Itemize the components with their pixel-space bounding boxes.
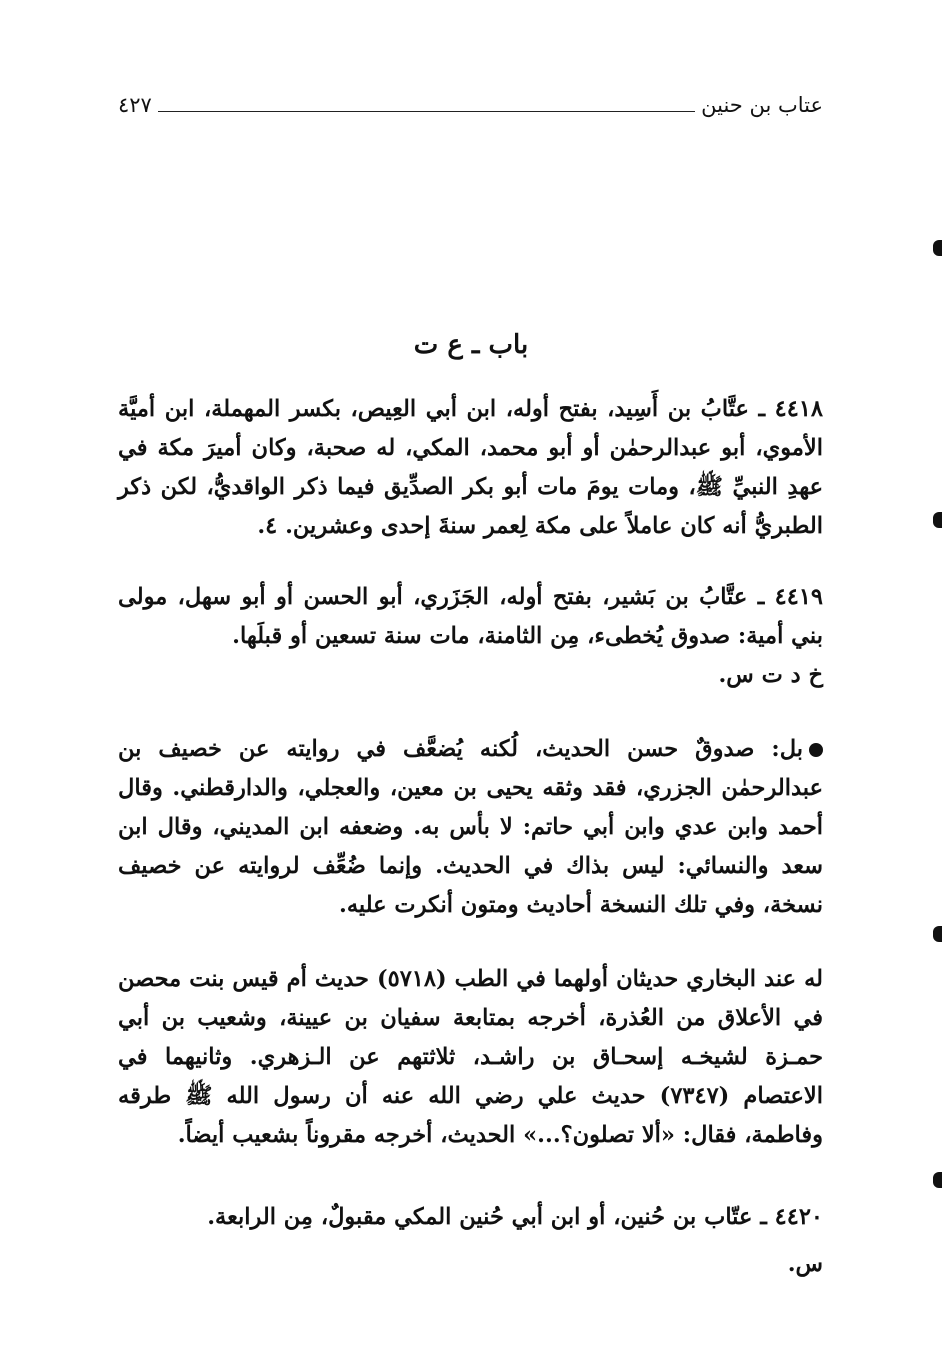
entry-text: ٤٤٢٠ ـ عتّاب بن حُنين، أو ابن أبي حُنين المكي مقبولٌ، مِن الرابعة. [207, 1204, 823, 1230]
entry-grading: س. [787, 1251, 823, 1277]
chapter-heading: باب ـ ع ت [413, 330, 529, 360]
note-text: بل: صدوقٌ حسن الحديث، لُكنه يُضعَّف في روايته عن خصيف بن عبدالرحمٰن الجزري، فقد وثقه يحيى بن معين، والعجلي، والدارقطني. وقال أحمد وابن عدي وابن أبي حاتم: لا بأس به. وضعفه ابن المديني، وقال ابن سعد والنسائي: ليس بذاك في الحديث. وإنما ضُعِّف لروايته عن خصيف نسخة، وفي تلك النسخة أحاديث ومتون أنكرت عليه. [118, 736, 823, 918]
header-rule [158, 111, 695, 112]
running-title: عتاب بن حنين [701, 93, 823, 117]
entry-text: ٤٤١٩ ـ عتَّابُ بن بَشير، بفتح أوله، الجَزَري، أبو الحسن أو أبو سهل، مولى بني أمية: صدوق يُخطىء، مِن الثامنة، مات سنة تسعين أو قبلَها. [118, 584, 823, 649]
scan-edge-mark [933, 1172, 942, 1188]
entry-4418 [118, 390, 823, 546]
scan-edge-mark [933, 240, 942, 256]
scan-edge-mark [933, 512, 942, 528]
scan-edge-mark [933, 926, 942, 942]
bullet-icon [809, 743, 823, 757]
entry-text: ٤٤١٨ ـ عتَّابُ بن أَسِيد، بفتح أوله، ابن أبي العِيص، بكسر المهملة، ابن أميَّة الأموي، أبو عبدالرحمٰن أو أبو محمد، المكي، له صحبة، وكان أميرَ مكة في عهدِ النبيِّ ﷺ، ومات يومَ مات أبو بكر الصدِّيق فيما ذكر الواقديُّ، لكن ذكر الطبريُّ أنه كان عاملاً على مكة لِعمر سنةَ إحدى وعشرين. ٤. [118, 396, 823, 539]
page-number: ٤٢٧ [118, 93, 152, 117]
entry-grading: خ د ت س. [718, 662, 823, 688]
editor-note-bukhari [118, 960, 823, 1155]
running-header [118, 88, 823, 122]
editor-note-4419 [118, 730, 823, 925]
note-text: له عند البخاري حديثان أولهما في الطب (٥٧١٨) حديث أم قيس بنت محصن في الأعلاق من العُذرة، أخرجه بمتابعة سفيان بن عيينة، وشعيب بن أبي حمـزة لشيخـه إسحـاق بن راشـد، ثلاثتهم عن الـزهري. وثانيهما في الاعتصام (٧٣٤٧) حديث علي رضي الله عنه أن رسول الله ﷺ طرقه وفاطمة، فقال: «ألا تصلون؟...» الحديث، أخرجه مقروناً بشعيب أيضاً. [118, 966, 823, 1148]
entry-4420 [118, 1198, 823, 1284]
entry-4419 [118, 578, 823, 695]
